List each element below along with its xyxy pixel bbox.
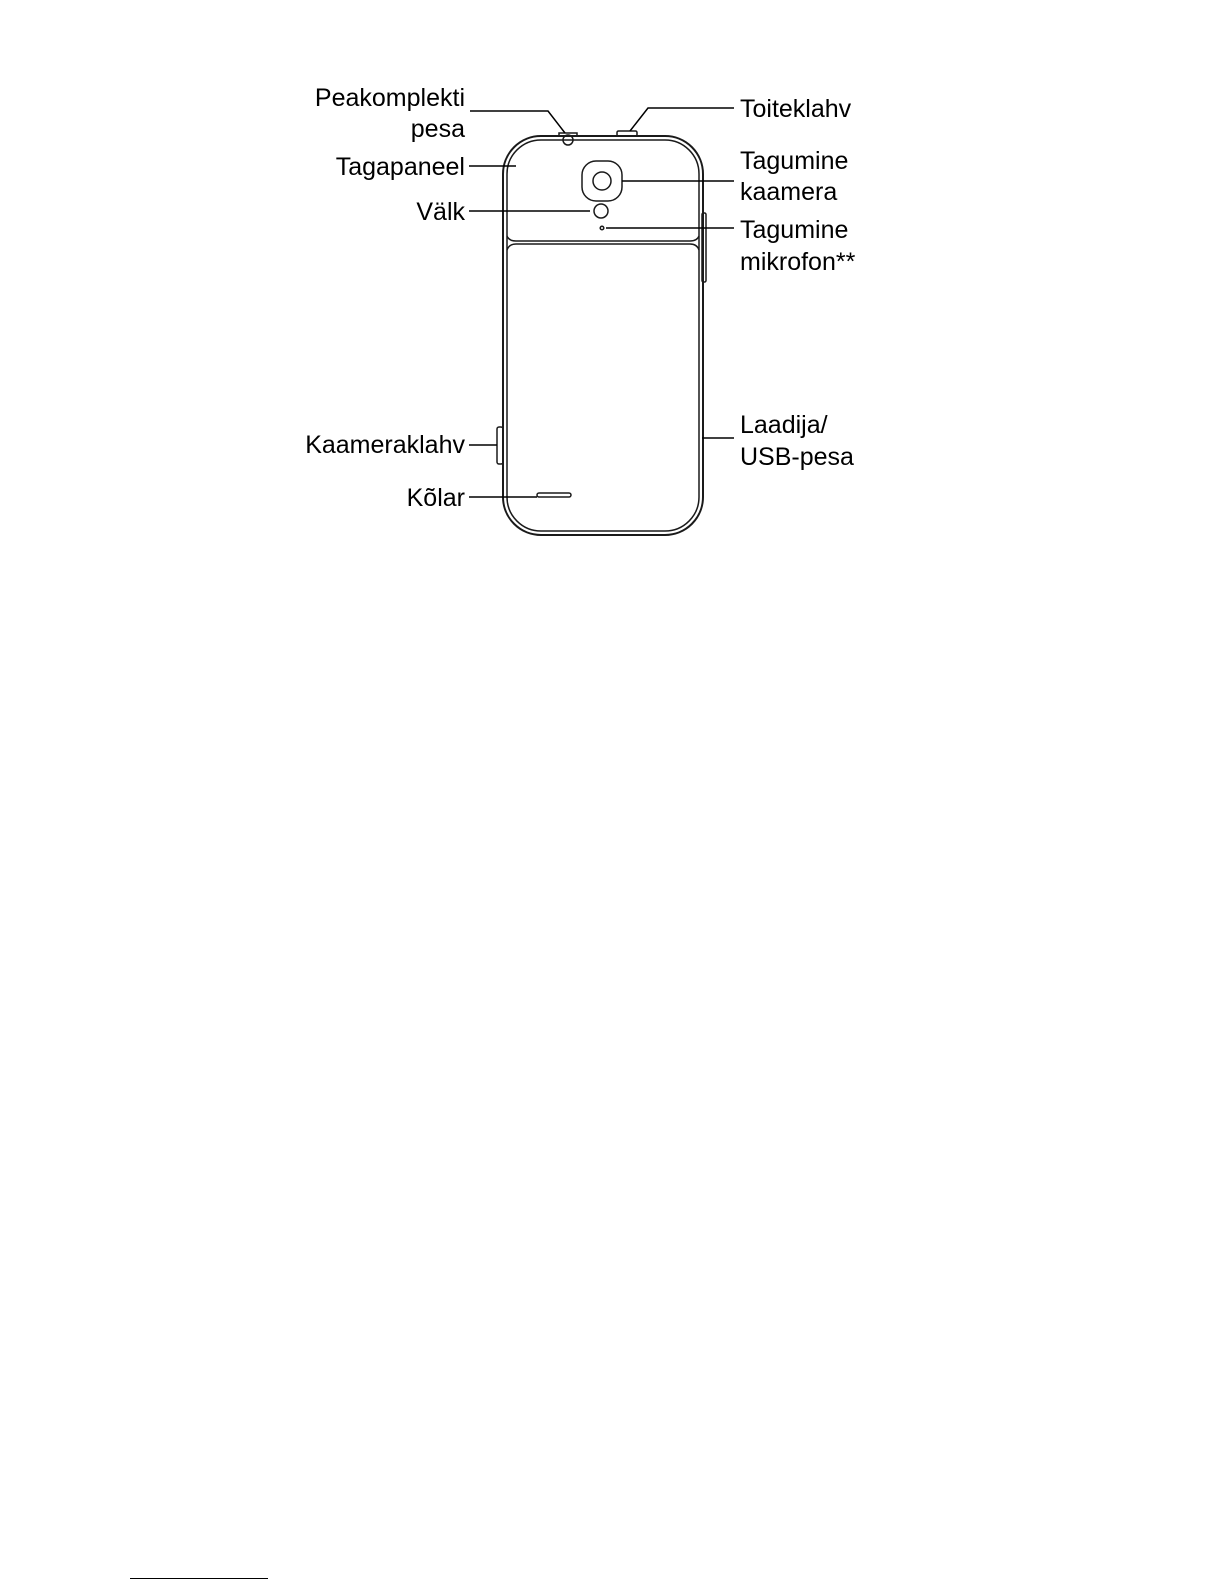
- headset-jack: [559, 133, 577, 145]
- speaker-label: Kõlar: [406, 484, 465, 512]
- cover-top-seam: [507, 236, 699, 241]
- headset-jack-label-line1: Peakomplekti: [314, 84, 465, 112]
- camera-lens: [593, 172, 611, 190]
- speaker: [537, 493, 571, 497]
- power-key-leader: [630, 108, 734, 131]
- cover-bottom-seam: [507, 244, 699, 250]
- microphone-hole: [600, 226, 604, 230]
- flash-ring: [594, 204, 608, 218]
- speaker-grill: [537, 493, 571, 497]
- phone-body: [503, 136, 703, 535]
- flash-label: Välk: [416, 198, 465, 226]
- leader-lines: [469, 108, 734, 497]
- usb-label-line2: USB-pesa: [740, 443, 854, 471]
- power-key: [617, 131, 637, 136]
- back-microphone-label-line2: mikrofon**: [740, 248, 856, 276]
- back-cover-label: Tagapaneel: [335, 153, 465, 181]
- footnote-separator: [130, 1578, 268, 1579]
- back-camera-label-line1: Tagumine: [740, 147, 849, 175]
- back-camera-label-line2: kaamera: [740, 178, 838, 206]
- phone-inner-outline: [507, 140, 699, 531]
- camera-key-label: Kaameraklahv: [305, 431, 465, 459]
- headset-jack-leader: [470, 111, 565, 133]
- usb-label-line1: Laadija/: [740, 411, 828, 439]
- back-camera: [582, 161, 622, 201]
- camera-housing: [582, 161, 622, 201]
- back-microphone-label-line1: Tagumine: [740, 216, 849, 244]
- power-key-label: Toiteklahv: [740, 95, 852, 123]
- phone-outline: [503, 136, 703, 535]
- headset-jack-label-line2: pesa: [410, 115, 465, 143]
